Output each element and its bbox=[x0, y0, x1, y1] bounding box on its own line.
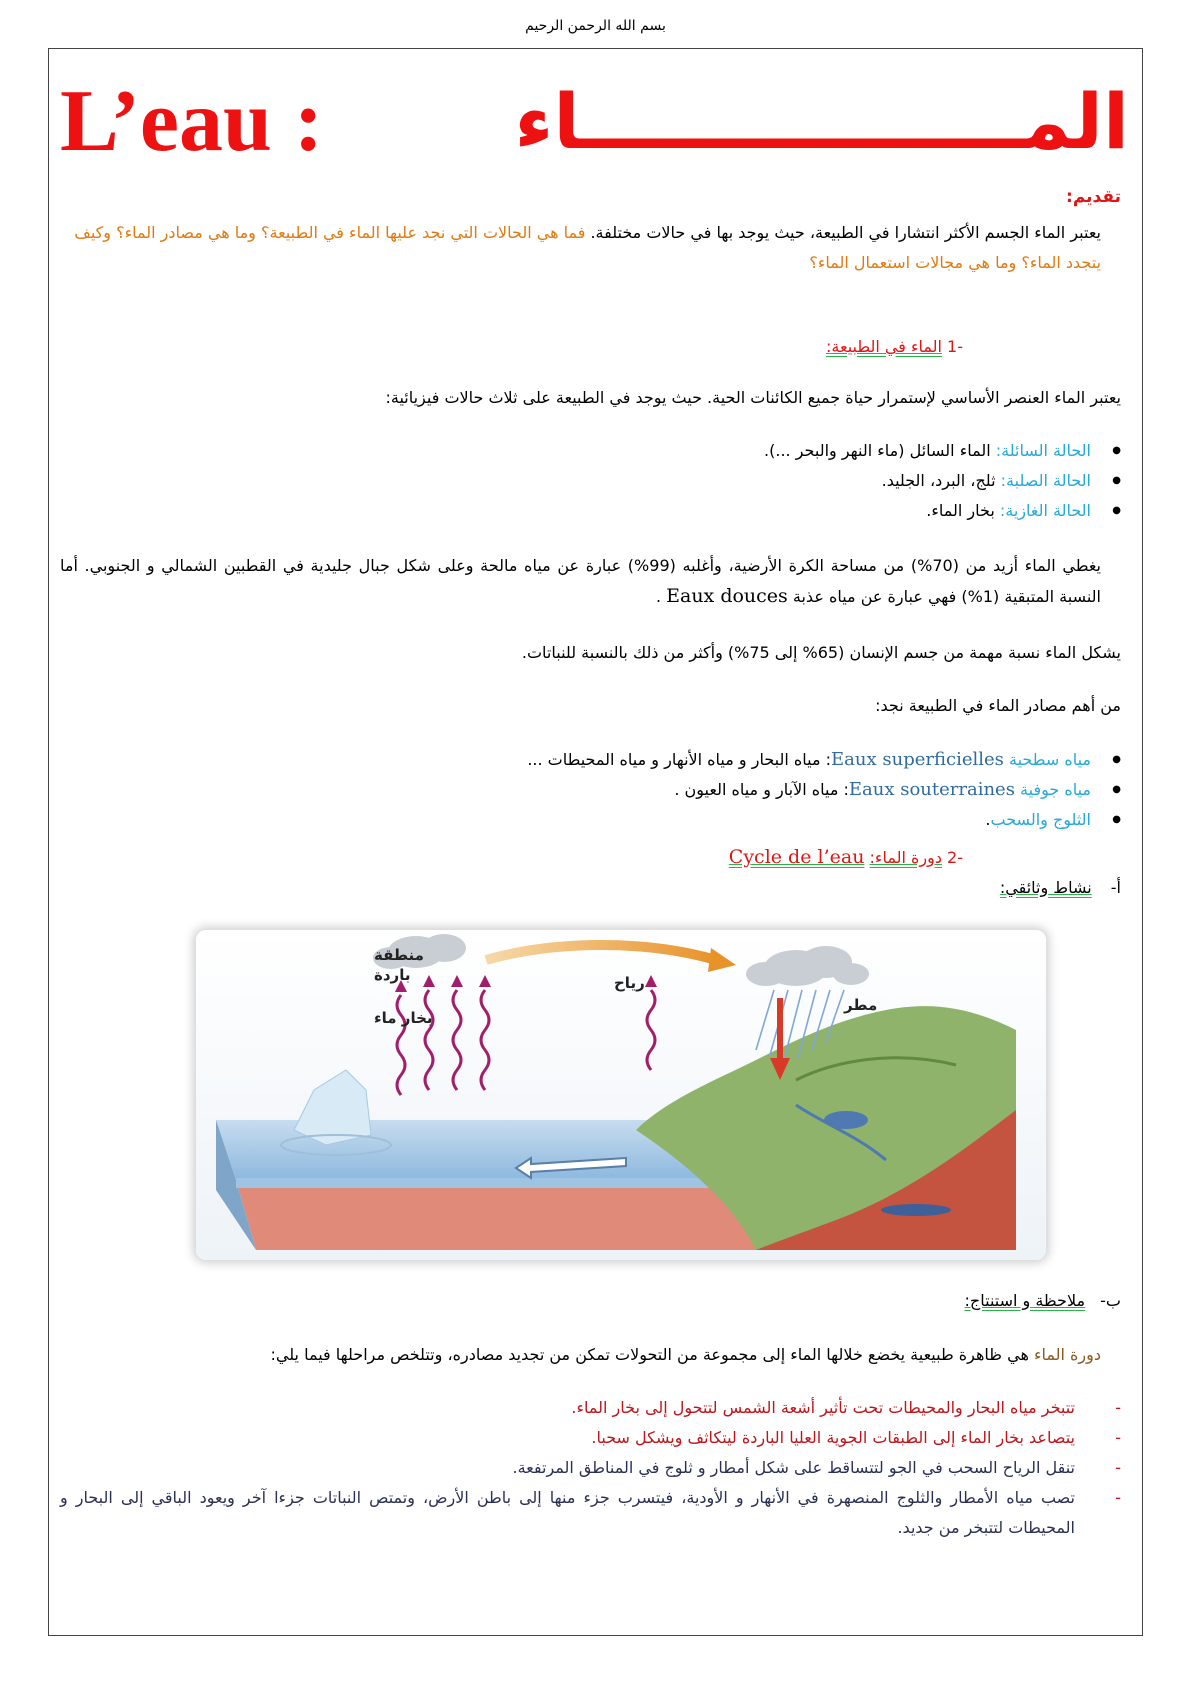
state-label: الحالة الصلبة: bbox=[1000, 471, 1091, 490]
section1-para1: يعتبر الماء العنصر الأساسي لإستمرار حياة جميع الكائنات الحية. حيث يوجد في الطبيعة على ثلاث حالات فيزيائية: bbox=[385, 388, 1121, 407]
source-latin: Eaux souterraines bbox=[848, 779, 1015, 800]
section1-number: -1 bbox=[947, 337, 963, 356]
list-item bbox=[60, 436, 1121, 466]
water-cycle-illustration bbox=[196, 930, 1046, 1260]
list-item: - تصب مياه الأمطار والثلوج المنصهرة في الأنهار و الأودية، فيتسرب جزء منها إلى باطن الأرض، وتمتص النباتات جزءا آخر ويعود الباقي إلى البحار و المحيطات لتتبخر من جديد. bbox=[60, 1483, 1121, 1543]
cycle-steps-list bbox=[60, 1393, 1121, 1543]
state-text: ثلج، البرد، الجليد. bbox=[881, 471, 1001, 490]
sub-b-heading bbox=[60, 1286, 1121, 1316]
intro-text: يعتبر الماء الجسم الأكثر انتشارا في الطبيعة، حيث يوجد بها في حالات مختلفة. bbox=[590, 223, 1101, 242]
list-item bbox=[60, 805, 1121, 835]
states-list bbox=[60, 436, 1121, 526]
list-item: - يتصاعد بخار الماء إلى الطبقات الجوية العليا الباردة ليتكاثف ويشكل سحبا. bbox=[60, 1423, 1121, 1453]
list-item bbox=[60, 745, 1121, 775]
source-label: مياه جوفية bbox=[1020, 780, 1091, 799]
sub-b-marker: ب- bbox=[1100, 1291, 1121, 1310]
list-item: - تنقل الرياح السحب في الجو لتتساقط على شكل أمطار و ثلوج في المناطق المرتفعة. bbox=[60, 1453, 1121, 1483]
state-text: الماء السائل (ماء النهر والبحر ...). bbox=[764, 441, 996, 460]
diagram-label-wind: رياح bbox=[614, 974, 645, 992]
section2-title-arabic: دورة الماء: bbox=[869, 848, 942, 867]
conclusion-text: هي ظاهرة طبيعية يخضع خلالها الماء إلى مجموعة من التحولات تمكن من تجديد مصادره، وتتلخص مراحلها فيما يلي: bbox=[270, 1345, 1034, 1364]
section2-title bbox=[60, 842, 963, 873]
diagram-label-cold-2: باردة bbox=[374, 966, 411, 984]
intro-paragraph bbox=[60, 218, 1121, 278]
conclusion-label: دورة الماء bbox=[1033, 1345, 1101, 1364]
section1-title-text: الماء في الطبيعة: bbox=[826, 337, 942, 356]
source-label: مياه سطحية bbox=[1008, 750, 1091, 769]
para2-latin: Eaux douces bbox=[666, 585, 788, 607]
sub-a-title: نشاط وثائقي: bbox=[999, 878, 1092, 897]
state-text: بخار الماء. bbox=[926, 501, 1000, 520]
diagram-label-rain: مطر bbox=[844, 996, 878, 1014]
sub-a-heading bbox=[60, 873, 1121, 903]
title-latin: L’eau : bbox=[60, 73, 324, 170]
intro-section bbox=[60, 182, 1121, 278]
section2-number: -2 bbox=[947, 848, 963, 867]
title-arabic: المـــــــــــــــــاء bbox=[514, 77, 1129, 166]
section1-para4: من أهم مصادر الماء في الطبيعة نجد: bbox=[875, 696, 1121, 715]
list-item bbox=[60, 775, 1121, 805]
source-text: : مياه البحار و مياه الأنهار و مياه المحيطات ... bbox=[527, 750, 832, 769]
source-text: : مياه الآبار و مياه العيون . bbox=[674, 780, 849, 799]
intro-questions: فما هي الحالات التي نجد عليها الماء في الطبيعة؟ وما هي مصادر الماء؟ وكيف يتجدد الماء؟ وما هي مجالات استعمال الماء؟ bbox=[74, 223, 1101, 272]
section2-title-latin: Cycle de l’eau bbox=[728, 846, 865, 868]
state-label: الحالة السائلة: bbox=[995, 441, 1091, 460]
section1-para2: يغطي الماء أزيد من (70%) من مساحة الكرة الأرضية، وأغلبه (99%) عبارة عن مياه مالحة وعلى شكل جبال جليدية في القطبين الشمالي و الجنوبي. أما النسبة المتبقية (1%) فهي عبارة عن مياه عذبة Eaux douces . bbox=[60, 556, 1102, 607]
list-item bbox=[60, 496, 1121, 526]
water-cycle-diagram bbox=[196, 930, 1046, 1260]
sub-a-marker: أ- bbox=[1110, 878, 1121, 897]
source-text: . bbox=[985, 810, 991, 829]
sub-b-title: ملاحظة و استنتاج: bbox=[964, 1291, 1086, 1310]
page-title bbox=[48, 62, 1143, 182]
source-label: الثلوج والسحب bbox=[990, 810, 1091, 829]
intro-heading: تقديم: bbox=[1066, 187, 1121, 207]
diagram-label-cold-1: منطقة bbox=[374, 946, 424, 964]
state-label: الحالة الغازية: bbox=[999, 501, 1091, 520]
diagram-label-vapor: بخار ماء bbox=[374, 1009, 433, 1027]
para2-text: يغطي الماء أزيد من (70%) من مساحة الكرة الأرضية، وأغلبه (99%) عبارة عن مياه مالحة وعلى شكل جبال جليدية في القطبين الشمالي و الجنوبي. أما النسبة المتبقية (1%) فهي عبارة عن مياه عذبة bbox=[60, 556, 1102, 606]
list-item bbox=[60, 466, 1121, 496]
section1-para3: يشكل الماء نسبة مهمة من جسم الإنسان (65% إلى 75%) وأكثر من ذلك بالنسبة للنباتات. bbox=[521, 643, 1121, 662]
basmala: بسم الله الرحمن الرحيم bbox=[525, 18, 666, 34]
list-item: - تتبخر مياه البحار والمحيطات تحت تأثير أشعة الشمس لتتحول إلى بخار الماء. bbox=[60, 1393, 1121, 1423]
source-latin: Eaux superficielles bbox=[831, 749, 1004, 770]
sources-list bbox=[60, 745, 1121, 835]
section1-title bbox=[60, 332, 963, 362]
conclusion-paragraph bbox=[60, 1340, 1101, 1370]
